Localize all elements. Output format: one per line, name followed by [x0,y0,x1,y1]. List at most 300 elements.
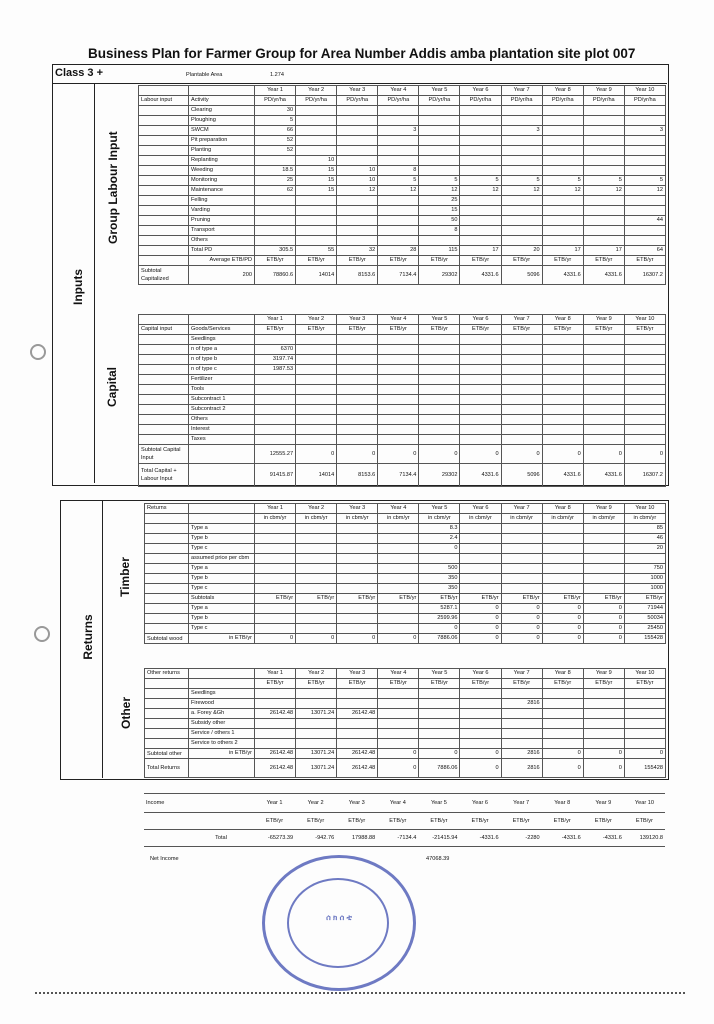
unit-header: PD/yr/ha [296,96,337,106]
value-cell [337,425,378,435]
value-cell: 15 [419,206,460,216]
table-cell [188,813,254,830]
value-cell [542,574,583,584]
value-cell [542,196,583,206]
value-cell [296,136,337,146]
value-cell [255,385,296,395]
year-header: Year 4 [378,669,419,679]
value-cell: 44 [624,216,665,226]
value-cell [296,116,337,126]
value-cell [542,216,583,226]
value-cell [419,739,460,749]
value-cell: 0 [583,604,624,614]
table-row [145,604,666,614]
unit-header: PD/yr/ha [337,96,378,106]
value-cell [296,216,337,226]
value-cell: 26142.48 [337,709,378,719]
table-cell [139,146,189,156]
year-header: Year 9 [583,669,624,679]
year-header: Year 1 [255,86,296,96]
value-cell [501,196,542,206]
value-cell [583,206,624,216]
value-cell [378,544,419,554]
value-cell: 1000 [624,584,665,594]
value-cell [255,689,296,699]
value-cell [624,166,665,176]
value-cell: 155428 [624,634,665,644]
value-cell: 2816 [501,749,542,759]
unit-header: ETB/yr [337,679,378,689]
value-cell [583,345,624,355]
table-row [139,405,666,415]
row-label: n of type a [189,345,255,355]
value-cell [460,126,501,136]
row-label: Planting [189,146,255,156]
table-row [139,385,666,395]
value-cell [337,116,378,126]
value-cell: 350 [419,574,460,584]
value-cell: 91415.87 [255,464,296,487]
header-row [139,86,666,96]
value-cell [419,116,460,126]
value-cell: 0 [583,624,624,634]
row-label: in ETB/yr [189,634,255,644]
row-label: Varding [189,206,255,216]
value-cell [460,335,501,345]
value-cell [419,166,460,176]
value-cell: 29302 [419,266,460,285]
value-cell: 8153.6 [337,464,378,487]
value-cell: 17 [460,246,501,256]
value-cell [337,196,378,206]
row-label: Type b [189,574,255,584]
value-cell [337,435,378,445]
value-cell [460,425,501,435]
row-label: Type a [189,524,255,534]
year-header: Year 7 [501,86,542,96]
value-cell: 26142.48 [337,749,378,759]
value-cell [378,206,419,216]
row-label: Firewood [189,699,255,709]
value-cell [501,146,542,156]
value-cell [542,355,583,365]
year-header: Year 10 [624,794,665,813]
table-row [145,564,666,574]
unit-header: ETB/yr [542,813,583,830]
table-cell [145,614,189,624]
row-label: Total PD [189,246,255,256]
table-cell [189,669,255,679]
table-cell [145,739,189,749]
value-cell [296,719,337,729]
year-header: Year 1 [255,669,296,679]
value-cell [460,415,501,425]
value-cell [378,216,419,226]
value-cell [337,335,378,345]
value-cell: 25 [419,196,460,206]
value-cell [624,106,665,116]
value-cell [378,395,419,405]
value-cell [583,375,624,385]
value-cell [296,375,337,385]
value-cell [337,216,378,226]
year-header: Year 8 [542,504,583,514]
value-cell [378,375,419,385]
value-cell [583,544,624,554]
value-cell [296,435,337,445]
subtotal-row [139,266,666,285]
unit-header: in cbm/yr [624,514,665,524]
value-cell [542,106,583,116]
value-cell [296,405,337,415]
value-cell [542,335,583,345]
table-cell [139,375,189,385]
scan-edge-line [35,992,685,994]
value-cell: 5 [255,116,296,126]
year-header: Year 6 [460,86,501,96]
value-cell: 12 [378,186,419,196]
value-cell [583,365,624,375]
value-cell [624,365,665,375]
value-cell: 0 [460,749,501,759]
value-cell [624,719,665,729]
unit-header: ETB/yr [624,325,665,335]
subtotal-row [139,464,666,487]
value-cell: 2816 [501,699,542,709]
table-cell [145,624,189,634]
value-cell [337,355,378,365]
value-cell: ETB/yr [378,594,419,604]
table-row [145,719,666,729]
table-row [145,544,666,554]
value-cell: 7134.4 [378,266,419,285]
row-label: Total Returns [145,759,189,778]
value-cell: 4331.6 [583,464,624,487]
value-cell [337,564,378,574]
unit-header: ETB/yr [542,679,583,689]
income-table [144,793,665,847]
table-cell [139,395,189,405]
table-cell [139,415,189,425]
value-cell: 20 [624,544,665,554]
value-cell: 500 [419,564,460,574]
value-cell: 10 [296,156,337,166]
value-cell [460,574,501,584]
unit-header: in cbm/yr [378,514,419,524]
value-cell [255,624,296,634]
value-cell [583,136,624,146]
header-row [139,315,666,325]
value-cell: 0 [501,604,542,614]
value-cell: 0 [419,749,460,759]
row-label: Type a [189,564,255,574]
value-cell: 4331.6 [583,266,624,285]
year-header: Year 9 [583,315,624,325]
unit-header: in cbm/yr [419,514,460,524]
unit-header: ETB/yr [378,256,419,266]
table-cell [139,136,189,146]
value-cell: 66 [255,126,296,136]
value-cell: 0 [501,624,542,634]
value-cell [296,425,337,435]
value-cell [337,146,378,156]
value-cell [583,584,624,594]
year-header: Year 9 [583,794,624,813]
value-cell [583,739,624,749]
value-cell: 0 [337,634,378,644]
value-cell [583,126,624,136]
unit-header: ETB/yr [295,813,336,830]
value-cell: ETB/yr [583,594,624,604]
value-cell [378,106,419,116]
table-cell [139,176,189,186]
table-row [139,176,666,186]
table-cell [145,524,189,534]
value-cell [624,206,665,216]
value-cell [542,206,583,216]
table-row [145,554,666,564]
unit-header: ETB/yr [296,679,337,689]
plantable-area-label: Plantable Area [186,72,223,78]
row-label: Income [144,794,188,813]
value-cell: 0 [460,624,501,634]
table-row [139,355,666,365]
value-cell [542,385,583,395]
year-header: Year 2 [295,794,336,813]
value-cell: 0 [296,634,337,644]
header-row [145,504,666,514]
table-cell [145,709,189,719]
value-cell [255,584,296,594]
value-cell: 350 [419,584,460,594]
value-cell [255,425,296,435]
table-cell [139,216,189,226]
value-cell [337,624,378,634]
value-cell [296,544,337,554]
value-cell [378,156,419,166]
row-label: Fertilizer [189,375,255,385]
value-cell: -21415.94 [418,830,459,847]
unit-header: ETB/yr [542,256,583,266]
value-cell [296,614,337,624]
value-cell [419,415,460,425]
value-cell: 0 [583,759,624,778]
unit-header: PD/yr/ha [624,96,665,106]
table-cell [139,256,189,266]
value-cell [460,216,501,226]
unit-header: ETB/yr [418,813,459,830]
value-cell: 0 [542,604,583,614]
value-cell [378,226,419,236]
table-row [145,729,666,739]
value-cell: 16307.2 [624,464,665,487]
value-cell [296,729,337,739]
value-cell [296,395,337,405]
table-cell [189,86,255,96]
labour-input-table [138,85,666,285]
value-cell: 0 [583,445,624,464]
value-cell [583,534,624,544]
unit-header: in cbm/yr [337,514,378,524]
value-cell: 0 [378,634,419,644]
value-cell [542,564,583,574]
value-cell: 26142.48 [337,759,378,778]
value-cell [542,699,583,709]
column-label [145,514,189,524]
value-cell [583,196,624,206]
value-cell [337,604,378,614]
value-cell [460,544,501,554]
value-cell: 0 [460,634,501,644]
value-cell: 17 [583,246,624,256]
unit-header: PD/yr/ha [583,96,624,106]
table-row [145,584,666,594]
value-cell [419,385,460,395]
value-cell: 0 [460,759,501,778]
table-row [139,116,666,126]
value-cell [419,236,460,246]
value-cell [460,136,501,146]
year-header: Year 2 [296,504,337,514]
value-cell [583,709,624,719]
unit-header: ETB/yr [337,325,378,335]
year-header: Year 10 [624,669,665,679]
value-cell [460,385,501,395]
row-label: Subtotal other [145,749,189,759]
value-cell [460,719,501,729]
value-cell [255,226,296,236]
value-cell: 5 [501,176,542,186]
timber-returns-table [144,503,666,644]
value-cell [378,355,419,365]
row-label: Interest [189,425,255,435]
value-cell: 25 [255,176,296,186]
value-cell [583,156,624,166]
value-cell: 2816 [501,759,542,778]
row-label: Others [189,415,255,425]
value-cell: 4331.6 [460,266,501,285]
value-cell [542,136,583,146]
unit-header: ETB/yr [255,679,296,689]
unit-header: PD/yr/ha [460,96,501,106]
column-label: Activity [189,96,255,106]
value-cell: 12 [419,186,460,196]
unit-header: ETB/yr [542,325,583,335]
value-cell [624,435,665,445]
value-cell: 5 [378,176,419,186]
table-row [139,395,666,405]
value-cell: 26142.48 [255,759,296,778]
value-cell: 14014 [296,464,337,487]
table-cell [139,116,189,126]
value-cell: -942.76 [295,830,336,847]
column-label [145,679,189,689]
unit-header: PD/yr/ha [255,96,296,106]
value-cell [501,395,542,405]
value-cell [296,564,337,574]
value-cell: 3 [501,126,542,136]
other-returns-table [144,668,666,778]
unit-header: in cbm/yr [583,514,624,524]
value-cell [624,709,665,719]
year-header: Year 7 [501,504,542,514]
value-cell [296,206,337,216]
value-cell: 2599.96 [419,614,460,624]
value-cell [624,116,665,126]
value-cell [501,166,542,176]
official-stamp [262,855,416,991]
value-cell [378,614,419,624]
value-cell [419,699,460,709]
table-cell [139,435,189,445]
value-cell: 3 [624,126,665,136]
value-cell [378,236,419,246]
value-cell [583,554,624,564]
unit-header: ETB/yr [296,325,337,335]
year-header: Year 3 [337,669,378,679]
timber-label: Timber [118,557,132,597]
value-cell [337,136,378,146]
value-cell [296,106,337,116]
year-header: Year 8 [542,669,583,679]
value-cell: 139120.8 [624,830,665,847]
value-cell [296,689,337,699]
value-cell [501,355,542,365]
value-cell [255,375,296,385]
table-row [139,136,666,146]
table-row [145,614,666,624]
value-cell [378,385,419,395]
value-cell: 8 [419,226,460,236]
value-cell: 7886.06 [419,634,460,644]
value-cell [296,345,337,355]
value-cell [419,106,460,116]
value-cell [378,709,419,719]
value-cell: 15 [296,186,337,196]
row-label: Type c [189,624,255,634]
table-cell [139,126,189,136]
value-cell [501,524,542,534]
value-cell [419,405,460,415]
value-cell [419,709,460,719]
header-row [145,679,666,689]
unit-header: PD/yr/ha [378,96,419,106]
table-cell [139,156,189,166]
value-cell [337,226,378,236]
table-cell [139,355,189,365]
row-label: Transport [189,226,255,236]
value-cell [542,415,583,425]
value-cell [378,574,419,584]
table-row [139,156,666,166]
value-cell: 5 [624,176,665,186]
plantable-area-value: 1.274 [270,72,284,78]
value-cell [624,335,665,345]
value-cell: ETB/yr [296,594,337,604]
value-cell [542,524,583,534]
value-cell [419,395,460,405]
row-label: Type c [189,544,255,554]
value-cell [378,136,419,146]
value-cell: 15 [296,176,337,186]
value-cell [460,564,501,574]
year-header: Year 6 [460,504,501,514]
row-label: Monitoring [189,176,255,186]
value-cell: 0 [583,634,624,644]
value-cell [460,729,501,739]
year-header: Year 1 [255,315,296,325]
row-label: Maintenance [189,186,255,196]
